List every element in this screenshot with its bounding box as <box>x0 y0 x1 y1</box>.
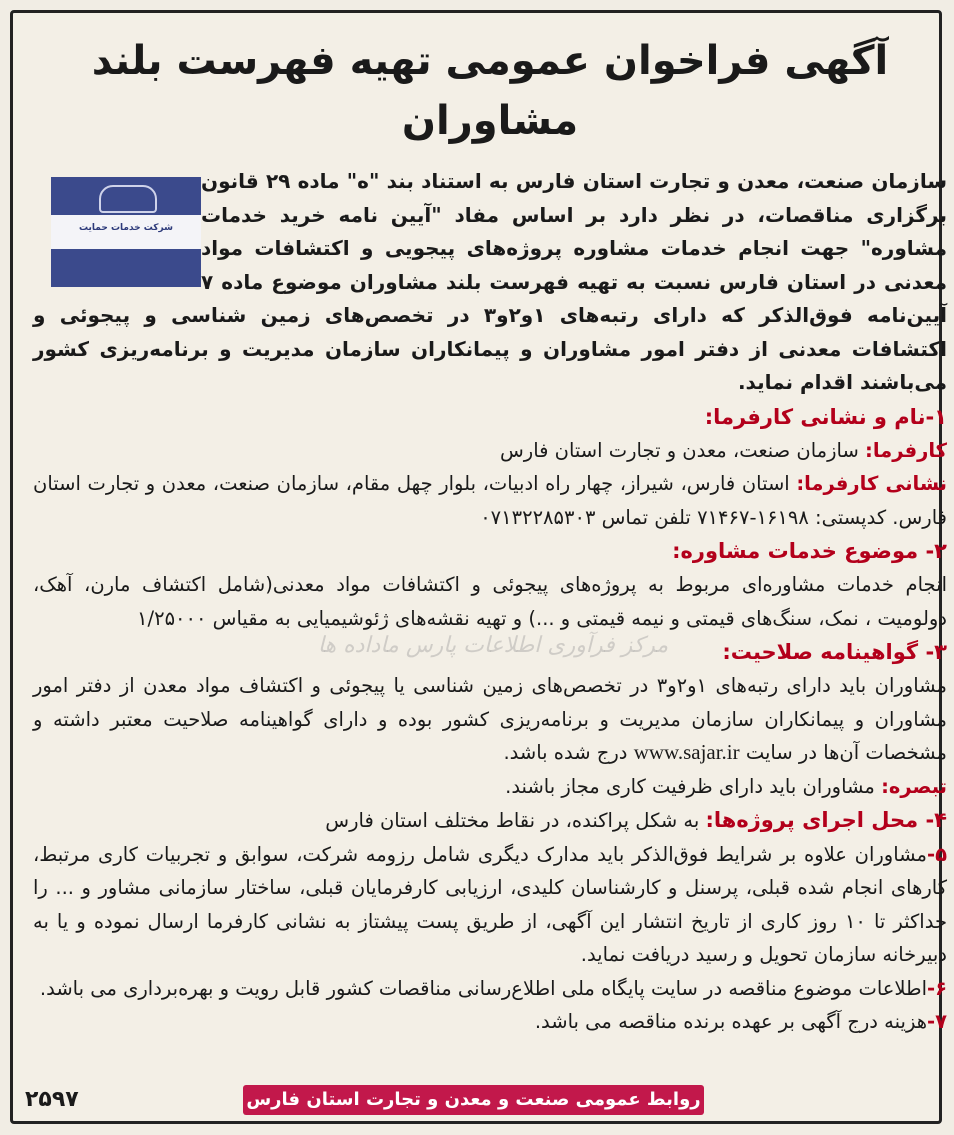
footer <box>13 1083 939 1117</box>
section-6-number: ۶- <box>927 976 947 1000</box>
section-6 <box>33 972 947 1006</box>
employer-address: استان فارس، شیراز، چهار راه ادبیات، بلوار چهل مقام، سازمان صنعت، معدن و تجارت استان فارس. کدپستی: ۱۶۱۹۸-۷۱۴۶۷ تلفن تماس ۰۷۱۳۲۲۸۵۳۰۳ <box>33 472 947 529</box>
ad-frame <box>10 10 948 1124</box>
section-7 <box>33 1005 947 1039</box>
section-3 <box>33 635 947 803</box>
section-3-text-a: مشاوران باید دارای رتبه‌های ۱و۲و۳ در تخصص‌های زمین شناسی یا پیجوئی و اکتشاف مواد معدن از دفتر امور مشاوران و پیمانکاران سازمان مدیریت و برنامه‌ریزی کشور بوده و دارای گواهینامه صلاحیت معتبر داشته و مشخصات آن‌ها در سایت <box>33 674 947 764</box>
section-7-text: هزینه درج آگهی بر عهده برنده مناقصه می باشد. <box>534 1010 927 1033</box>
employer-label: کارفرما: <box>865 438 947 462</box>
section-1-heading: ۱-نام و نشانی کارفرما: <box>704 404 947 429</box>
section-5-text: مشاوران علاوه بر شرایط فوق‌الذکر باید مدارک دیگری شامل رزومه شرکت، سوابق و تجربیات کاری مرتبط، کارهای انجام شده قبلی، پرسنل و کارشناسان کلیدی، ارزیابی کارفرمایان قبلی، ساختار سازمانی مشاور و ... را حداکثر تا ۱۰ روز کاری از تاریخ انتشار این آگهی، از طریق پست پیشتاز به نشانی کارفرما ارسال نموده و یا به دبیرخانه سازمان تحویل و رسید دریافت نماید. <box>33 842 947 966</box>
section-3-heading: ۳- گواهینامه صلاحیت: <box>722 640 947 664</box>
footer-banner: روابط عمومی صنعت و معدن و تجارت استان فارس <box>243 1085 704 1115</box>
section-5 <box>33 838 947 972</box>
section-4-text: به شکل پراکنده، در نقاط مختلف استان فارس <box>325 809 700 832</box>
note-label: تبصره: <box>881 774 947 798</box>
section-5-number: ۵- <box>927 842 947 866</box>
address-label: نشانی کارفرما: <box>796 472 947 495</box>
section-6-text: اطلاعات موضوع مناقصه در سایت پایگاه ملی اطلاع‌رسانی مناقصات کشور قابل رویت و بهره‌برداری می باشد. <box>39 976 927 1000</box>
section-2-text: انجام خدمات مشاوره‌ای مربوط به پروژه‌های پیجوئی و اکتشافات مواد معدنی(شامل اکتشاف مارن، آهک، دولومیت ، نمک، سنگ‌های قیمتی و نیمه قیمتی و ...) و تهیه نقشه‌های ژئوشیمیایی به مقیاس ۱/۲۵۰۰۰ <box>33 573 947 630</box>
watermark-text: مرکز فرآوری اطلاعات پارس ماداده ها <box>317 633 669 658</box>
logo-text: شرکت خدمات حمایت <box>79 223 173 233</box>
ad-code: ۲۵۹۷ <box>25 1087 79 1112</box>
intro-paragraph: سازمان صنعت، معدن و تجارت استان فارس به استناد بند "ه" ماده ۲۹ قانون برگزاری مناقصات، در نظر دارد بر اساس مفاد "آیین نامه خرید خدمات مشاوره" جهت انجام خدمات مشاوره پروژه‌های پیجویی و اکتشافات مواد معدنی در استان فارس نسبت به تهیه فهرست بلند مشاوران موضوع ماده ۷ آیین‌نامه فوق‌الذکر که دارای رتبه‌های ۱و۲و۳ در تخصص‌های زمین شناسی و پیجوئی و اکتشافات معدنی از دفتر امور مشاوران و پیمانکاران سازمان مدیریت و برنامه‌ریزی کشور می‌باشند اقدام نماید. <box>33 169 948 394</box>
ad-title: آگهی فراخوان عمومی تهیه فهرست بلند مشاوران <box>91 38 889 144</box>
organization-logo <box>51 177 201 287</box>
section-7-number: ۷- <box>927 1010 947 1033</box>
section-2 <box>33 534 947 635</box>
document-body <box>33 31 947 1039</box>
sajar-link[interactable]: www.sajar.ir <box>633 740 740 764</box>
note-text: مشاوران باید دارای ظرفیت کاری مجاز باشند. <box>505 774 875 798</box>
emblem-icon <box>99 185 157 213</box>
section-4 <box>33 803 947 838</box>
employer-name: سازمان صنعت، معدن و تجارت استان فارس <box>499 438 859 462</box>
section-2-heading: ۲- موضوع خدمات مشاوره: <box>672 539 947 563</box>
section-1 <box>33 400 947 535</box>
section-4-heading: ۴- محل اجرای پروژه‌ها: <box>705 808 947 832</box>
section-3-text-b: درج شده باشد. <box>503 741 628 764</box>
intro-section <box>33 165 947 400</box>
